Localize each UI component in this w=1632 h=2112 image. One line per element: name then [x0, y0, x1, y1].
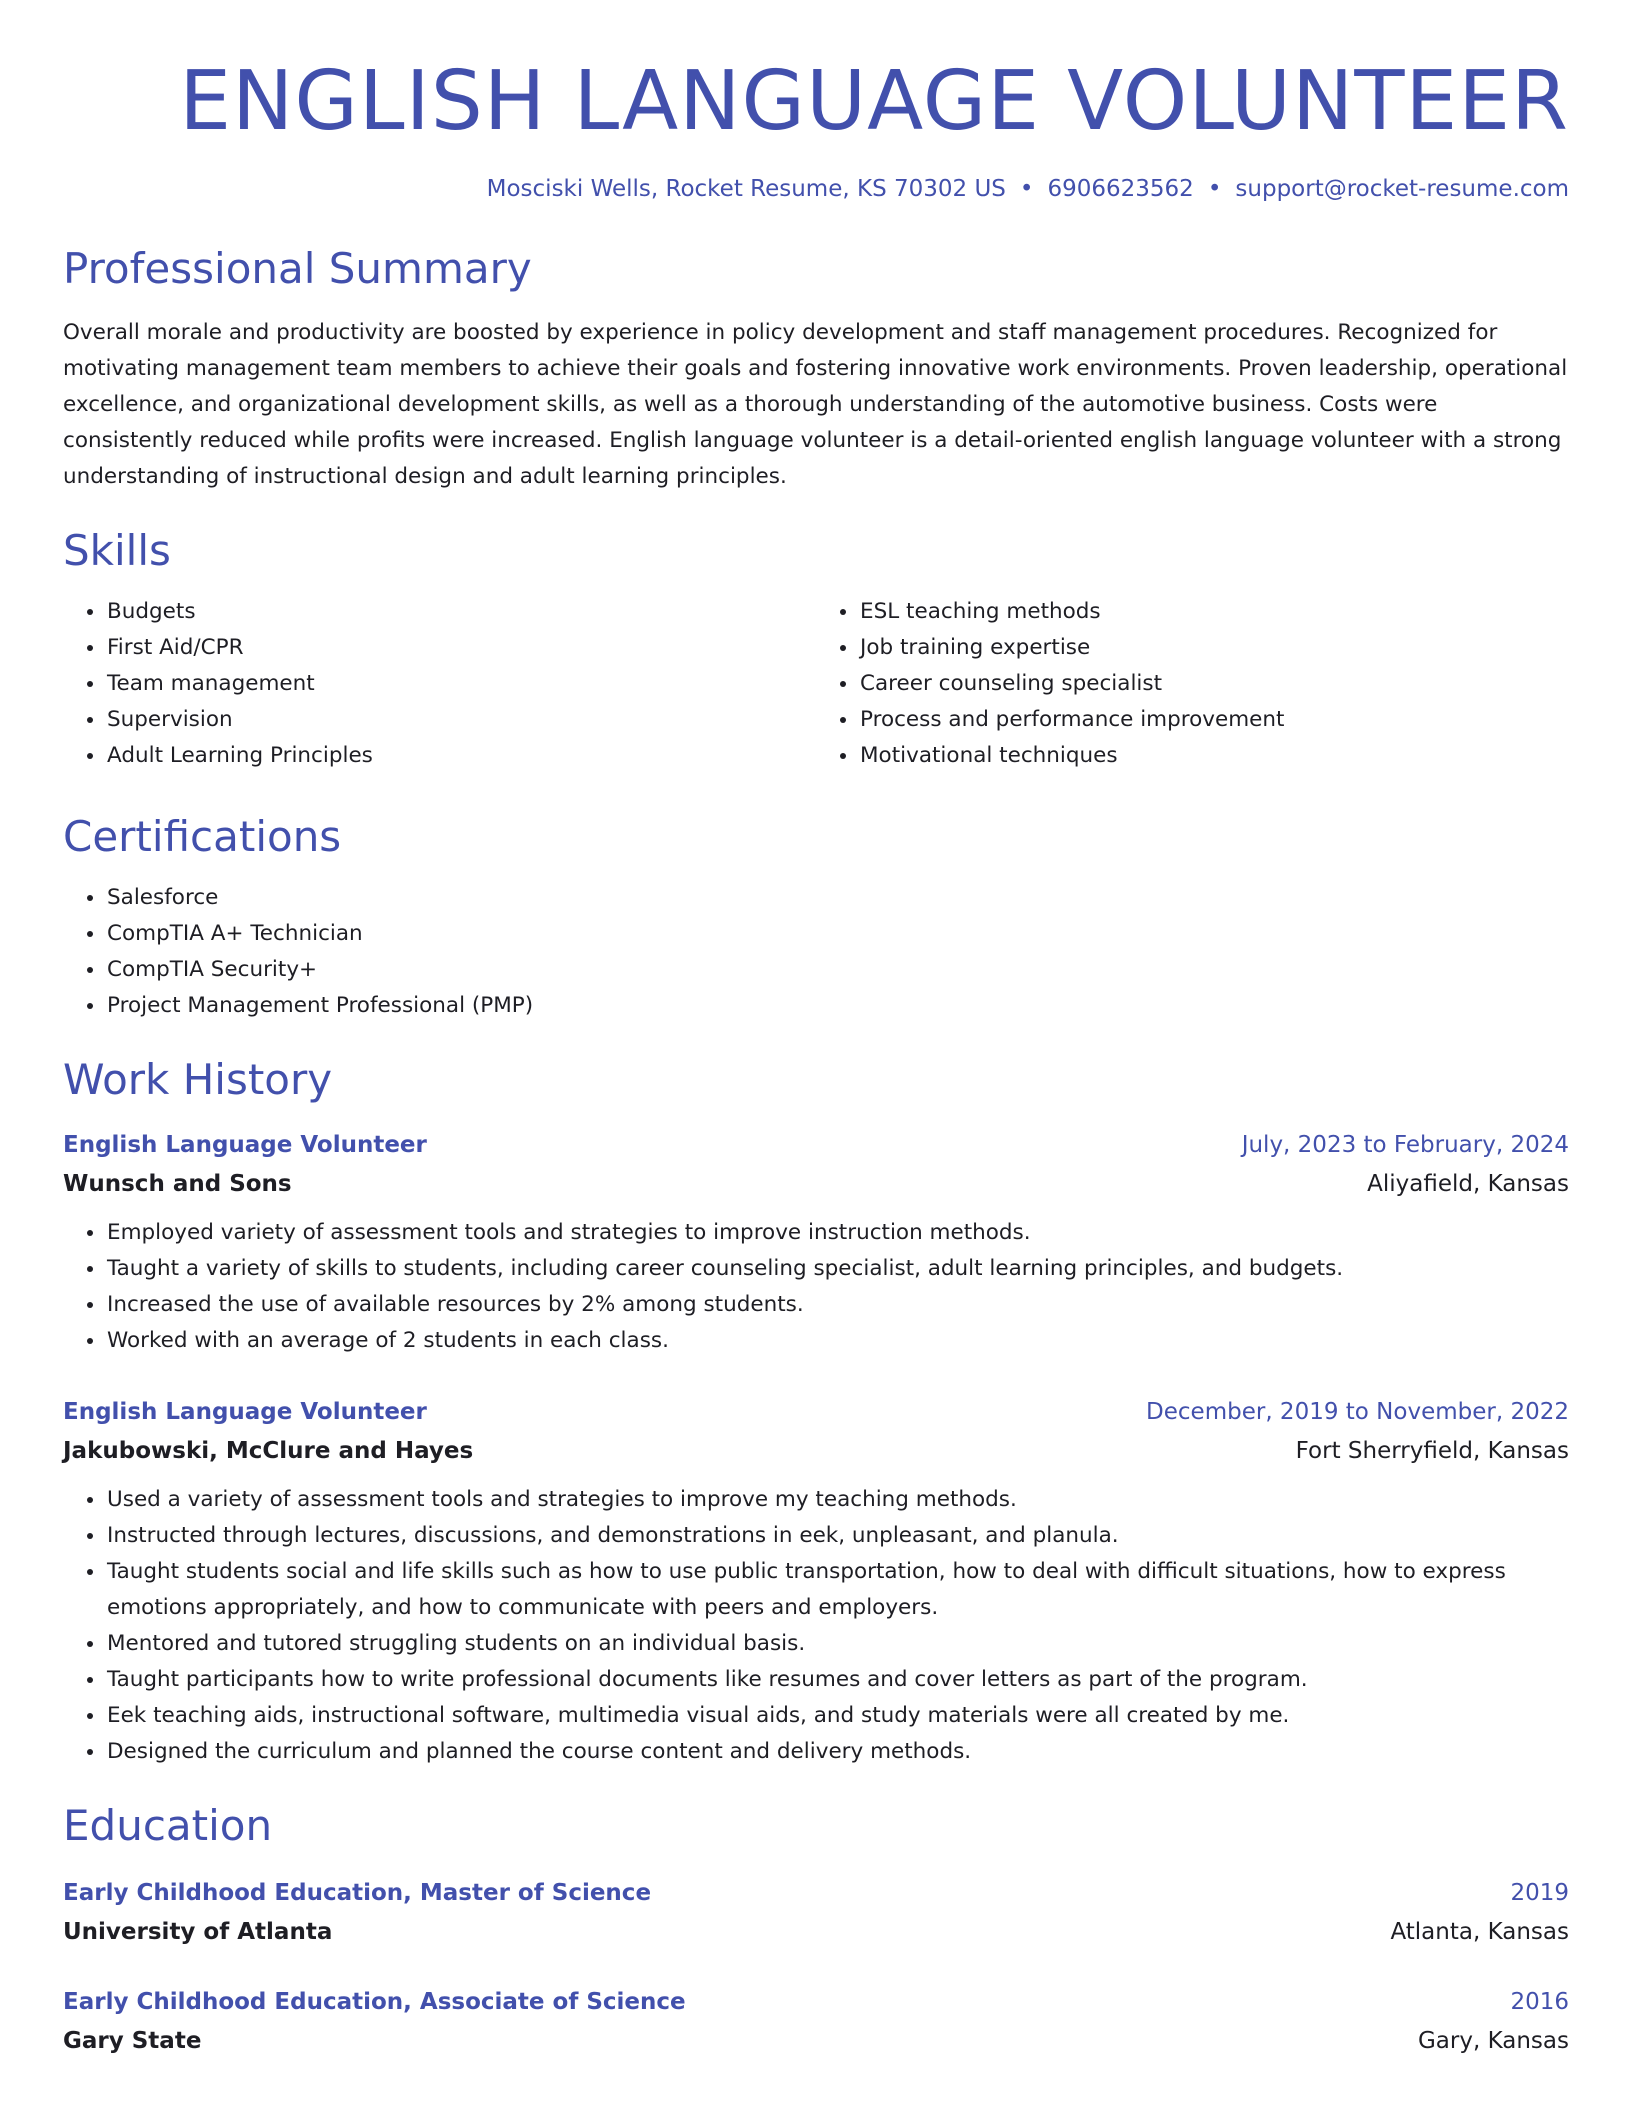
job-location: Aliyafield, Kansas: [1367, 1171, 1569, 1197]
summary-text: Overall morale and productivity are boosted by experience in policy development and staff management procedures. Recognized for motivating management team members to achieve their goals and fostering innovative work environments. Proven leadership, operational excellence, and organizational development skills, as well as a thorough understanding of the automotive business. Costs were consistently reduced while profits were increased. English language volunteer is a detail-oriented english language volunteer with a strong understanding of instructional design and adult learning principles.: [63, 320, 1568, 489]
job-bullet: • Employed variety of assessment tools and strategies to improve instruction methods.: [106, 1215, 1569, 1251]
skills-column-right: [816, 594, 1569, 774]
job-bullet: • Eek teaching aids, instructional software, multimedia visual aids, and study materials were all created by me.: [106, 1698, 1569, 1734]
job-bullet: • Mentored and tutored struggling students on an individual basis.: [106, 1626, 1569, 1662]
certifications-list: [63, 880, 1569, 1024]
job-company-row: [63, 1427, 1569, 1466]
contact-address: Mosciski Wells, Rocket Resume, KS 70302 US: [486, 176, 1006, 202]
resume-title: ENGLISH LANGUAGE VOLUNTEER: [179, 54, 1569, 149]
certification-item: • CompTIA Security+: [106, 952, 1569, 988]
job-bullet: • Taught a variety of skills to students, including career counseling specialist, adult learning principles, and budgets.: [106, 1251, 1569, 1287]
job-bullet: • Designed the curriculum and planned the course content and delivery methods.: [106, 1734, 1569, 1770]
skill-item: • Motivational techniques: [859, 738, 1569, 774]
certification-item: • Project Management Professional (PMP): [106, 988, 1569, 1024]
skill-item: • Job training expertise: [859, 630, 1569, 666]
skill-item: • First Aid/CPR: [106, 630, 816, 666]
skills-column-left: [63, 594, 816, 774]
skill-item: • Adult Learning Principles: [106, 738, 816, 774]
contact-separator: •: [1207, 176, 1222, 202]
contact-phone: 6906623562: [1047, 176, 1194, 202]
skill-item: • Supervision: [106, 702, 816, 738]
resume-header: [63, 0, 1569, 204]
education-degree: Early Childhood Education, Master of Science: [63, 1880, 652, 1906]
job-bullet: • Taught students social and life skills such as how to use public transportation, how to deal with difficult situations, how to express emotions appropriately, and how to communicate with peers and employers.: [106, 1554, 1569, 1626]
summary-heading: Professional Summary: [63, 244, 532, 293]
skill-item: • Career counseling specialist: [859, 666, 1569, 702]
job-bullet: • Increased the use of available resources by 2% among students.: [106, 1287, 1569, 1323]
job-dates: December, 2019 to November, 2022: [1146, 1399, 1569, 1425]
education-school: University of Atlanta: [63, 1919, 333, 1945]
education-heading: Education: [63, 1801, 273, 1850]
education-school: Gary State: [63, 2028, 202, 2054]
education-location: Gary, Kansas: [1417, 2028, 1569, 2054]
education-location: Atlanta, Kansas: [1390, 1919, 1569, 1945]
education-degree: Early Childhood Education, Associate of Science: [63, 1989, 686, 2015]
education-year: 2019: [1510, 1880, 1569, 1906]
skills-heading: Skills: [63, 526, 171, 575]
contact-separator: •: [1019, 176, 1034, 202]
job-bullet: • Used a variety of assessment tools and strategies to improve my teaching methods.: [106, 1482, 1569, 1518]
job-bullet: • Worked with an average of 2 students in each class.: [106, 1323, 1569, 1359]
education-entry: [63, 1987, 1569, 2056]
skills-list: [63, 594, 1569, 774]
job-header-row: [63, 1130, 1569, 1160]
education-year: 2016: [1510, 1989, 1569, 2015]
job-bullets: [63, 1482, 1569, 1770]
skill-item: • Budgets: [106, 594, 816, 630]
contact-email[interactable]: support@rocket-resume.com: [1235, 176, 1569, 202]
certification-item: • Salesforce: [106, 880, 1569, 916]
certification-item: • CompTIA A+ Technician: [106, 916, 1569, 952]
skill-item: • ESL teaching methods: [859, 594, 1569, 630]
job-bullets: [63, 1215, 1569, 1359]
skill-item: • Team management: [106, 666, 816, 702]
job-dates: July, 2023 to February, 2024: [1241, 1132, 1569, 1158]
work-history-heading: Work History: [63, 1055, 333, 1104]
job-company: Jakubowski, McClure and Hayes: [63, 1438, 474, 1464]
job-role: English Language Volunteer: [63, 1132, 427, 1158]
contact-line: [63, 174, 1569, 204]
education-school-row: [63, 2017, 1569, 2056]
job-location: Fort Sherryfield, Kansas: [1295, 1438, 1569, 1464]
education-header-row: [63, 1878, 1569, 1908]
job-bullet: • Taught participants how to write professional documents like resumes and cover letters as part of the program.: [106, 1662, 1569, 1698]
job-entry: [63, 1130, 1569, 1359]
job-header-row: [63, 1397, 1569, 1427]
certifications-heading: Certifications: [63, 812, 342, 861]
job-role: English Language Volunteer: [63, 1399, 427, 1425]
job-company-row: [63, 1160, 1569, 1199]
job-entry: [63, 1397, 1569, 1770]
job-company: Wunsch and Sons: [63, 1171, 292, 1197]
education-entry: [63, 1878, 1569, 1947]
skill-item: • Process and performance improvement: [859, 702, 1569, 738]
education-header-row: [63, 1987, 1569, 2017]
job-bullet: • Instructed through lectures, discussions, and demonstrations in eek, unpleasant, and planula.: [106, 1518, 1569, 1554]
education-school-row: [63, 1908, 1569, 1947]
